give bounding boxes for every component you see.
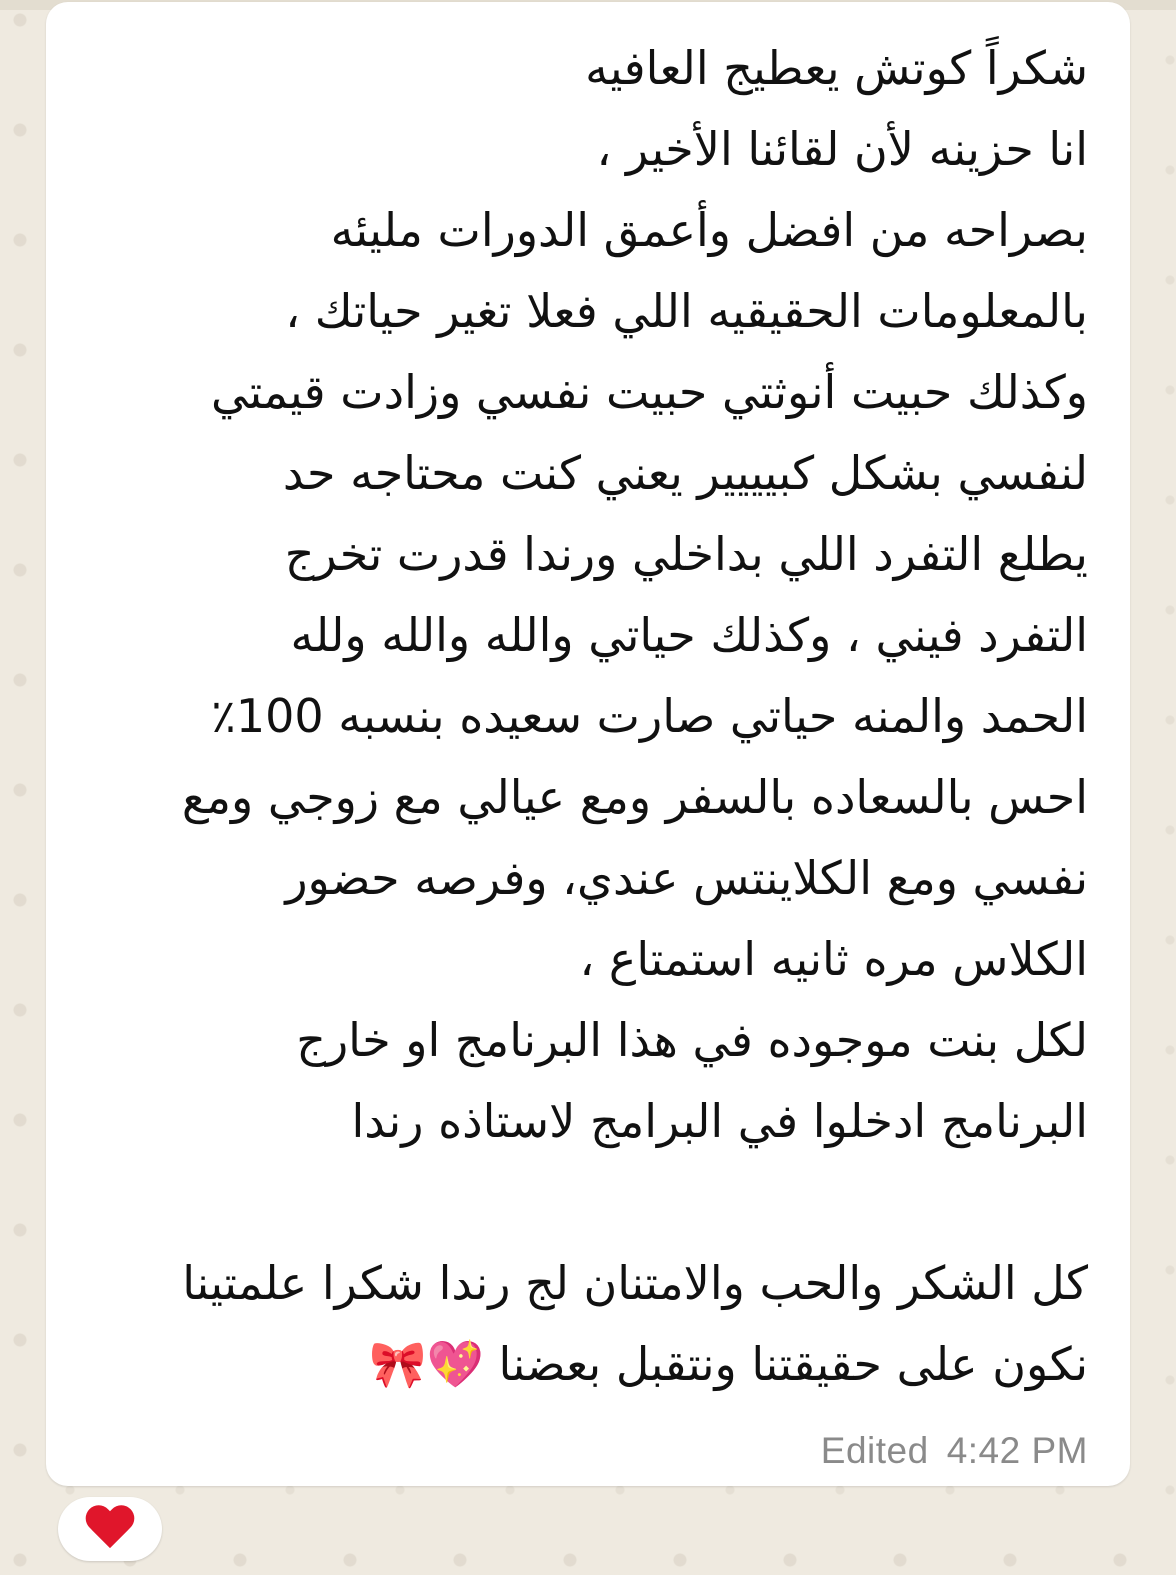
message-line: شكراً كوتش يعطيج العافيه bbox=[585, 41, 1088, 95]
message-line: بالمعلومات الحقيقيه اللي فعلا تغير حياتك ، bbox=[285, 284, 1088, 338]
message-line: التفرد فيني ، وكذلك حياتي والله والله ولله bbox=[290, 608, 1088, 662]
message-line: الكلاس مره ثانيه استمتاع ، bbox=[579, 932, 1088, 986]
message-line: كل الشكر والحب والامتنان لج رندا شكرا علمتينا bbox=[182, 1256, 1088, 1310]
message-line: الحمد والمنه حياتي صارت سعيده بنسبه 100٪ bbox=[211, 689, 1088, 743]
reaction-badge[interactable] bbox=[58, 1497, 162, 1561]
message-line: انا حزينه لأن لقائنا الأخير ، bbox=[596, 122, 1088, 176]
message-line: وكذلك حبيت أنوثتي حبيت نفسي وزادت قيمتي bbox=[210, 365, 1088, 419]
message-time: 4:42 PM bbox=[946, 1430, 1088, 1471]
edited-label: Edited bbox=[820, 1430, 929, 1471]
message-line: بصراحه من افضل وأعمق الدورات مليئه bbox=[330, 203, 1088, 257]
message-line: لنفسي بشكل كبيييير يعني كنت محتاجه حد bbox=[282, 446, 1088, 500]
message-meta bbox=[821, 1430, 1088, 1472]
message-line: احس بالسعاده بالسفر ومع عيالي مع زوجي ومع bbox=[181, 770, 1088, 824]
red-heart-icon bbox=[84, 1506, 136, 1552]
message-text bbox=[48, 28, 1088, 1405]
message-line: نفسي ومع الكلاينتس عندي، وفرصه حضور bbox=[285, 851, 1088, 905]
message-line: يطلع التفرد اللي بداخلي ورندا قدرت تخرج bbox=[284, 527, 1088, 581]
message-line: نكون على حقيقتنا ونتقبل بعضنا 💖🎀 bbox=[369, 1337, 1088, 1391]
message-bubble[interactable] bbox=[46, 2, 1130, 1486]
message-line: لكل بنت موجوده في هذا البرنامج او خارج bbox=[296, 1013, 1088, 1067]
message-blank-line bbox=[48, 1162, 1088, 1243]
message-line: البرنامج ادخلوا في البرامج لاستاذه رندا bbox=[351, 1094, 1088, 1148]
